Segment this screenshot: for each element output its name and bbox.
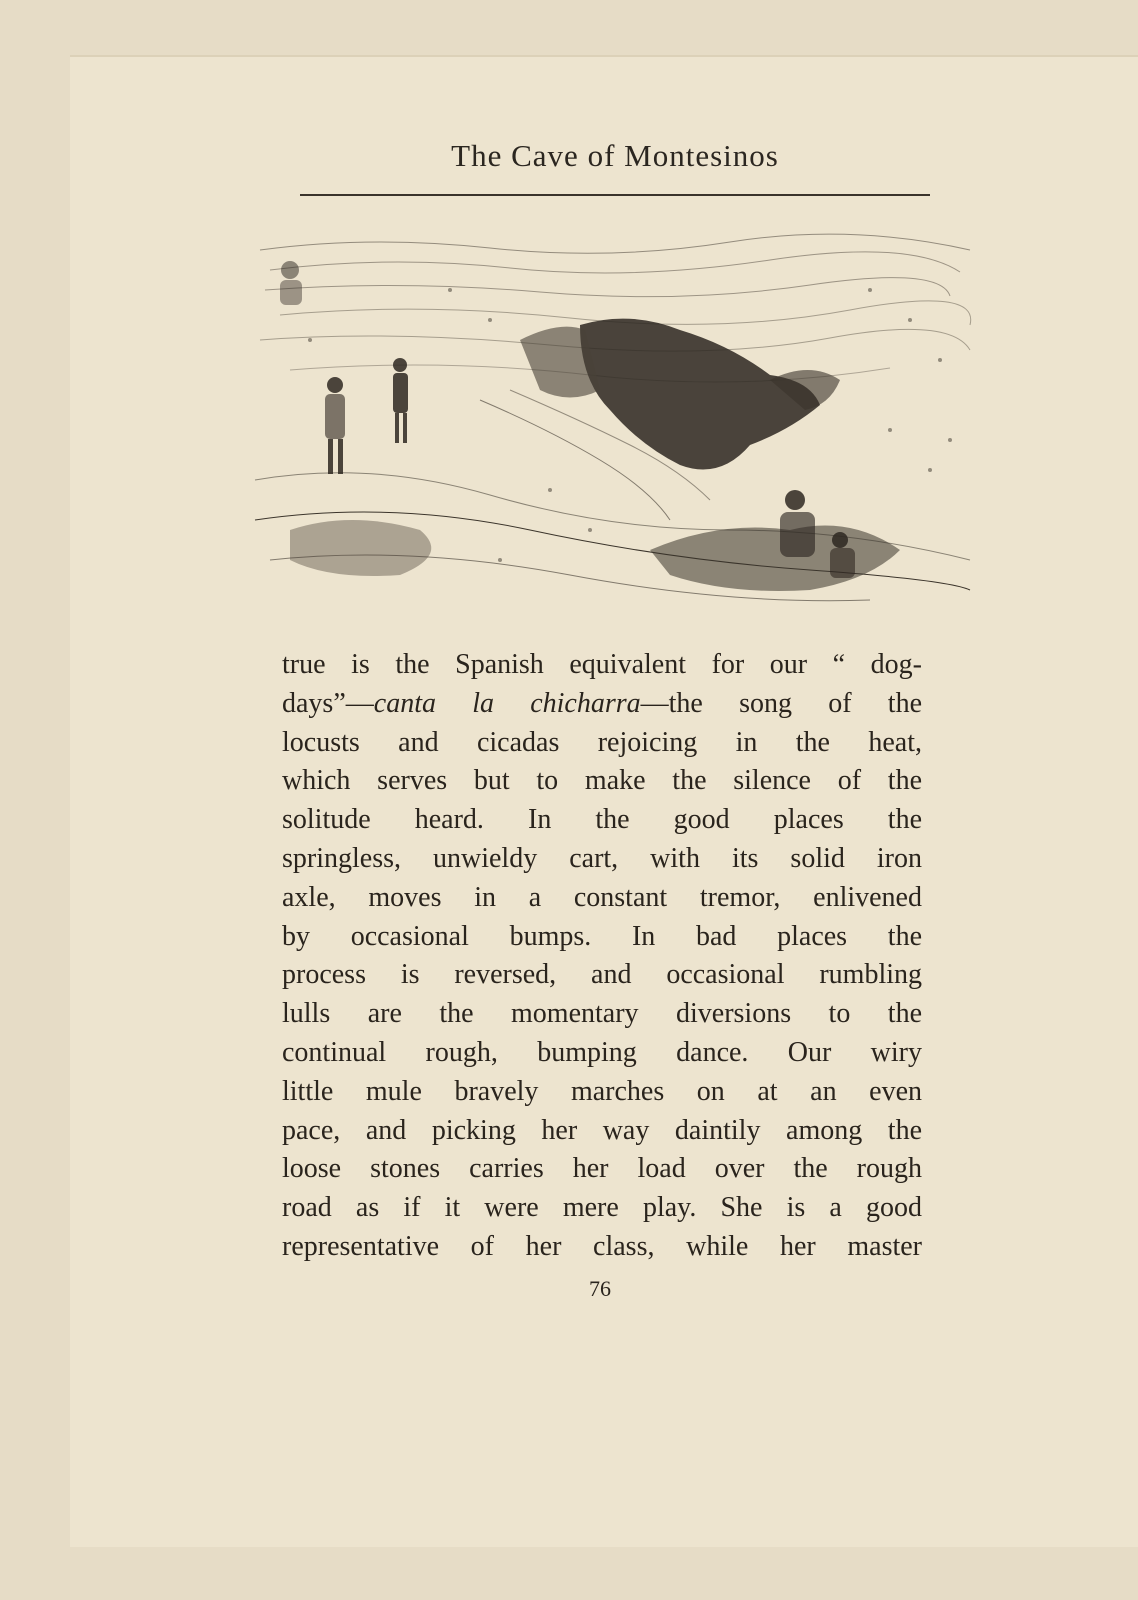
text-line: which serves but to make the silence of the xyxy=(282,765,922,797)
body-paragraph xyxy=(282,646,922,1267)
text-line: solitude heard. In the good places the xyxy=(282,804,922,836)
text-line: continual rough, bumping dance. Our wiry xyxy=(282,1036,922,1068)
text-line xyxy=(282,685,922,724)
text-line: lulls are the momentary diversions to the xyxy=(282,998,922,1030)
engraving-illustration xyxy=(250,230,980,615)
text-line-pre: days”— xyxy=(282,687,374,719)
text-line: true is the Spanish equivalent for our “ dog- xyxy=(282,649,922,680)
text-line: process is reversed, and occasional rumbling xyxy=(282,959,922,991)
text-line: representative of her class, while her master xyxy=(282,1230,922,1262)
text-line: by occasional bumps. In bad places the xyxy=(282,920,922,952)
text-line: pace, and picking her way daintily among the xyxy=(282,1114,922,1146)
text-line: locusts and cicadas rejoicing in the heat, xyxy=(282,726,922,758)
running-header: The Cave of Montesinos xyxy=(451,138,779,173)
text-line: loose stones carries her load over the rough xyxy=(282,1153,922,1185)
text-line: springless, unwieldy cart, with its solid iron xyxy=(282,842,922,874)
italic-phrase: canta la chicharra xyxy=(373,687,641,719)
text-line: little mule bravely marches on at an even xyxy=(282,1075,922,1107)
text-line: axle, moves in a constant tremor, enlivened xyxy=(282,881,922,913)
header-rule xyxy=(300,194,930,196)
text-line: road as if it were mere play. She is a good xyxy=(282,1192,922,1224)
page-number: 76 xyxy=(589,1276,611,1301)
text-line-post: —the song of the xyxy=(640,687,922,719)
